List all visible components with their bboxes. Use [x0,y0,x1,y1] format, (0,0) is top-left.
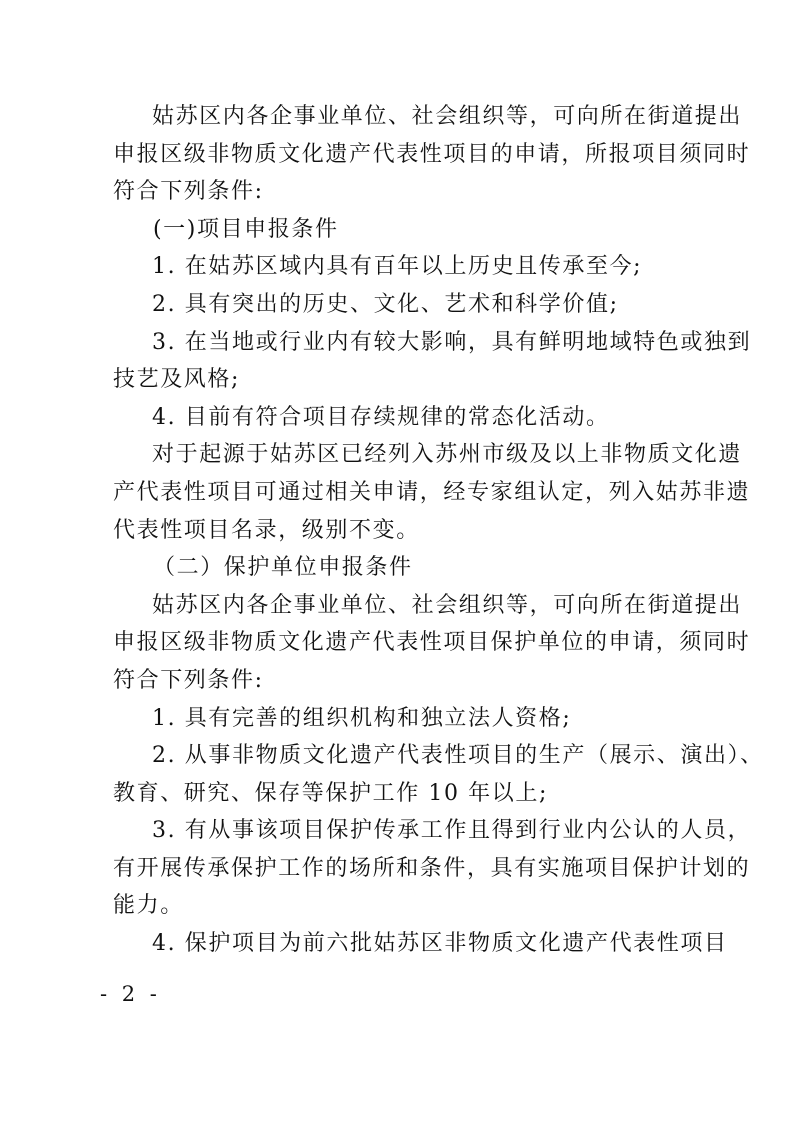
list-item: 4. 目前有符合项目存续规律的常态化活动。 [152,404,610,430]
paragraph-line: 产代表性项目可通过相关申请，经专家组认定，列入姑苏非遗 [113,479,751,505]
paragraph-line: 姑苏区内各企事业单位、社会组织等，可向所在街道提出 [152,592,743,618]
list-item: 2. 从事非物质文化遗产代表性项目的生产（展示、演出）、 [152,743,764,769]
section-heading: (一)项目申报条件 [153,216,339,242]
list-item-continuation: 能力。 [113,893,184,919]
list-item-continuation: 技艺及风格; [113,367,241,393]
list-item: 1. 在姑苏区域内具有百年以上历史且传承至今; [152,254,643,280]
list-item-continuation: 教育、研究、保存等保护工作 10 年以上; [113,780,548,806]
paragraph-line: 对于起源于姑苏区已经列入苏州市级及以上非物质文化遗 [152,442,743,468]
list-item-continuation: 有开展传承保护工作的场所和条件，具有实施项目保护计划的 [113,855,751,881]
paragraph-line: 姑苏区内各企事业单位、社会组织等，可向所在街道提出 [152,104,743,129]
list-item: 3. 在当地或行业内有较大影响，具有鲜明地域特色或独到 [152,329,752,355]
paragraph-line: 符合下列条件: [113,179,264,205]
section-heading: （二）保护单位申报条件 [153,555,413,581]
paragraph-line: 代表性项目名录，级别不变。 [113,517,420,543]
list-item: 4. 保护项目为前六批姑苏区非物质文化遗产代表性项目 [152,931,728,957]
document-body [113,98,764,963]
paragraph-line: 申报区级非物质文化遗产代表性项目保护单位的申请，须同时 [113,630,751,656]
list-item: 3. 有从事该项目保护传承工作且得到行业内公认的人员， [152,818,752,844]
list-item: 1. 具有完善的组织机构和独立法人资格; [152,705,572,731]
list-item: 2. 具有突出的历史、文化、艺术和科学价值; [152,291,619,317]
paragraph-line: 申报区级非物质文化遗产代表性项目的申请，所报项目须同时 [113,141,751,167]
paragraph-line: 符合下列条件: [113,667,264,693]
page-number: - 2 - [100,982,161,1006]
